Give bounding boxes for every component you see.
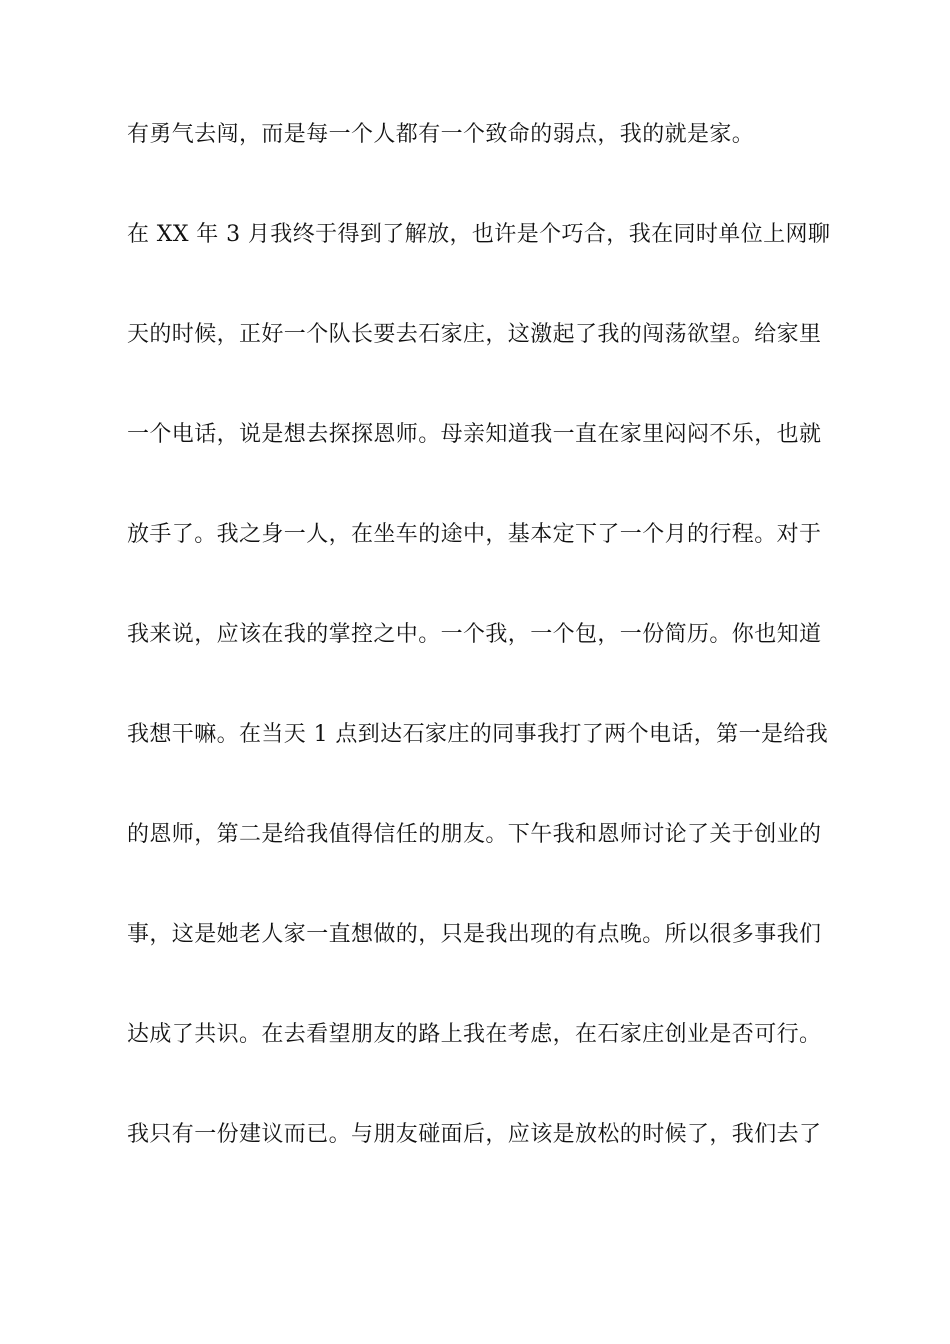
text-line: 的恩师，第二是给我值得信任的朋友。下午我和恩师讨论了关于创业的 (127, 822, 822, 847)
text-line: 一个电话，说是想去探探恩师。母亲知道我一直在家里闷闷不乐，也就 (127, 422, 822, 447)
text-line: 我只有一份建议而已。与朋友碰面后，应该是放松的时候了，我们去了 (127, 1122, 822, 1147)
text-line: 有勇气去闯，而是每一个人都有一个致命的弱点，我的就是家。 (127, 122, 755, 147)
text-line: 天的时候，正好一个队长要去石家庄，这激起了我的闯荡欲望。给家里 (127, 322, 822, 347)
text-line: 达成了共识。在去看望朋友的路上我在考虑，在石家庄创业是否可行。 (127, 1022, 822, 1047)
text-line: 事，这是她老人家一直想做的，只是我出现的有点晚。所以很多事我们 (127, 922, 822, 947)
body-text (127, 118, 831, 1218)
text-line: 放手了。我之身一人，在坐车的途中，基本定下了一个月的行程。对于 (127, 522, 822, 547)
text-line: 我来说，应该在我的掌控之中。一个我，一个包，一份简历。你也知道 (127, 622, 822, 647)
text-line: 在 XX 年 3 月我终于得到了解放，也许是个巧合，我在同时单位上网聊 (127, 222, 831, 247)
text-line: 我想干嘛。在当天 1 点到达石家庄的同事我打了两个电话，第一是给我 (127, 722, 829, 747)
